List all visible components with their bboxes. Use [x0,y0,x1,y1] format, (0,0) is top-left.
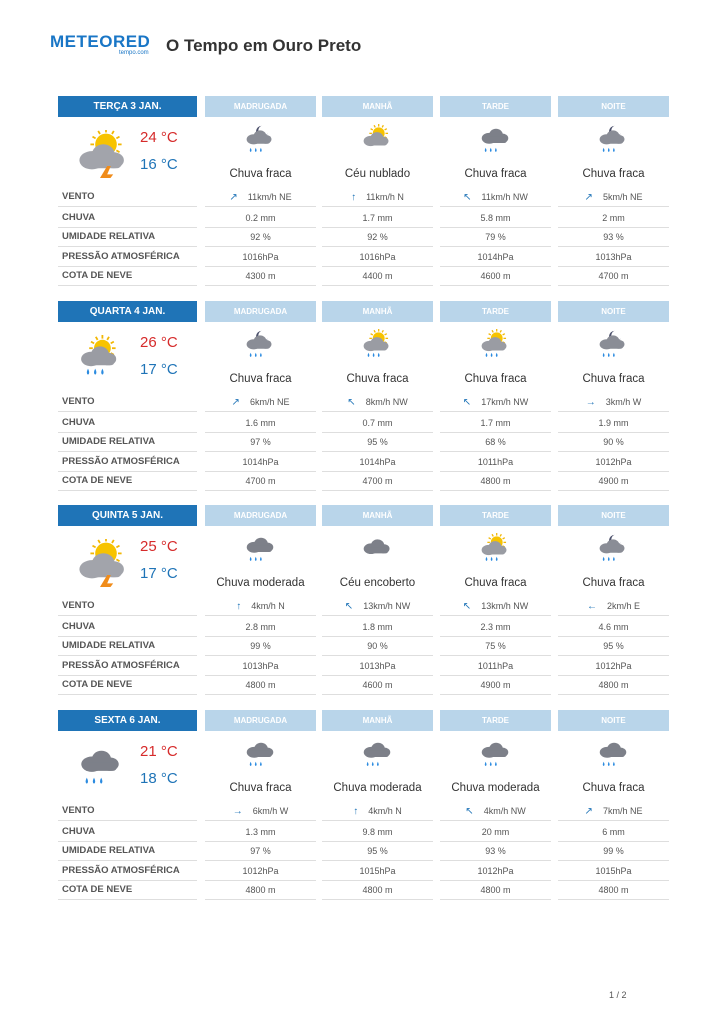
wind-value: 2km/h E [606,601,640,611]
wind-cell [558,393,669,412]
humidity-cell: 92 % [250,232,271,242]
wind-value: 8km/h NW [365,397,408,407]
period-header-3: NOITE [558,301,669,322]
period-description: Chuva fraca [346,373,409,385]
period-description: Chuva fraca [464,373,527,385]
period-header-2: TARDE [440,96,551,117]
period-header-3: NOITE [558,505,669,526]
row-label: PRESSÃO ATMOSFÉRICA [62,865,180,876]
snow-cell: 4800 m [362,885,393,895]
row-divider [205,285,316,286]
period-header-2: TARDE [440,505,551,526]
period-header-2: TARDE [440,301,551,322]
row-divider [440,899,551,900]
snow-cell: 4700 m [598,271,629,281]
row-label: COTA DE NEVE [62,475,133,486]
wind-direction-icon: ↑ [236,601,242,612]
rain-cell: 1.7 mm [362,213,393,223]
period-description: Chuva fraca [464,168,527,180]
row-divider [58,820,197,821]
row-divider [322,451,433,452]
wind-direction-icon: ↗ [229,192,238,203]
cloud-icon [359,533,395,567]
pressure-cell: 1015hPa [595,866,632,876]
rain-cell: 0.2 mm [245,213,276,223]
row-divider [58,451,197,452]
pressure-cell: 1012hPa [595,661,632,671]
page-header [50,30,690,70]
sun-cloud-icon [359,124,395,158]
rain-cell: 6 mm [602,827,625,837]
period-header-0: MADRUGADA [205,710,316,731]
snow-cell: 4400 m [362,271,393,281]
period-header-0: MADRUGADA [205,301,316,322]
wind-cell [322,393,433,412]
snow-cell: 4700 m [245,476,276,486]
wind-direction-icon: ↖ [347,397,356,408]
row-divider [440,490,551,491]
cloud-rain-icon [76,744,124,792]
wind-value: 7km/h NE [602,806,643,816]
data-row [58,676,670,695]
row-divider [322,899,433,900]
temperature-min: 16 °C [140,156,178,173]
period-description: Chuva fraca [582,577,645,589]
data-row [58,881,670,900]
row-label: UMIDADE RELATIVA [62,231,156,242]
period-description: Chuva moderada [216,577,305,589]
period-header-1: MANHÃ [322,505,433,526]
humidity-cell: 97 % [250,846,271,856]
pressure-cell: 1014hPa [477,252,514,262]
row-label: CHUVA [62,417,96,428]
data-row [58,802,670,821]
humidity-cell: 93 % [485,846,506,856]
day-block [58,710,670,906]
pressure-cell: 1016hPa [359,252,396,262]
wind-cell [322,188,433,207]
wind-direction-icon: ↖ [344,601,354,612]
humidity-cell: 75 % [485,641,506,651]
humidity-cell: 99 % [603,846,624,856]
wind-cell [440,188,551,207]
sun-cloud-rain-icon [76,335,124,383]
snow-cell: 4800 m [245,680,276,690]
row-label: COTA DE NEVE [62,884,133,895]
pressure-cell: 1014hPa [242,457,279,467]
period-description: Chuva fraca [229,782,292,794]
wind-cell [205,802,316,821]
row-divider [440,655,551,656]
period-header-3: NOITE [558,96,669,117]
period-description: Chuva fraca [229,168,292,180]
period-header-0: MADRUGADA [205,96,316,117]
row-divider [58,655,197,656]
row-divider [322,490,433,491]
wind-value: 5km/h NE [602,192,643,202]
data-row [58,188,670,207]
wind-value: 17km/h NW [481,397,529,407]
snow-cell: 4800 m [598,885,629,895]
row-divider [440,694,551,695]
wind-direction-icon: ↖ [462,397,472,408]
period-description: Chuva moderada [451,782,540,794]
sun-cloud-rain-icon [477,329,513,363]
day-label: QUINTA 5 JAN. [58,505,197,526]
wind-value: 4km/h N [368,806,402,816]
page-title: O Tempo em Ouro Preto [166,36,362,55]
data-row [58,618,670,637]
day-label: TERÇA 3 JAN. [58,96,197,117]
sun-cloud-storm-icon [76,130,124,178]
cloud-rain-icon [242,533,278,567]
row-divider [58,285,197,286]
row-divider [58,411,197,412]
page-number: 1 / 2 [609,990,627,1000]
period-header-3: NOITE [558,710,669,731]
day-block [58,301,670,497]
moon-cloud-rain-icon [242,124,278,158]
snow-cell: 4700 m [362,476,393,486]
temperature-min: 17 °C [140,565,178,582]
humidity-cell: 97 % [250,437,271,447]
period-description: Céu encoberto [339,577,416,589]
snow-cell: 4600 m [362,680,393,690]
temperature-min: 17 °C [140,361,178,378]
rain-cell: 20 mm [481,827,510,837]
wind-cell [205,188,316,207]
rain-cell: 0.7 mm [362,418,393,428]
data-row [58,433,670,452]
data-row [58,453,670,472]
data-row [58,267,670,286]
row-divider [322,694,433,695]
wind-value: 4km/h NW [483,806,526,816]
wind-cell [558,597,669,616]
row-divider [558,285,669,286]
wind-cell [558,802,669,821]
wind-value: 4km/h N [251,601,285,611]
wind-cell [322,597,433,616]
period-header-1: MANHÃ [322,710,433,731]
row-label: CHUVA [62,621,96,632]
moon-cloud-rain-icon [242,329,278,363]
row-divider [558,860,669,861]
humidity-cell: 95 % [367,437,388,447]
rain-cell: 2 mm [602,213,625,223]
cloud-rain-icon [477,738,513,772]
data-row [58,393,670,412]
wind-value: 11km/h N [366,192,404,202]
cloud-rain-icon [359,738,395,772]
day-label: SEXTA 6 JAN. [58,710,197,731]
period-description: Chuva fraca [229,373,292,385]
wind-direction-icon: ↗ [584,806,593,817]
wind-value: 11km/h NW [481,192,528,202]
temperature-min: 18 °C [140,770,178,787]
data-row [58,842,670,861]
wind-direction-icon: → [232,806,243,817]
row-divider [558,451,669,452]
rain-cell: 1.6 mm [245,418,276,428]
row-divider [558,246,669,247]
pressure-cell: 1012hPa [477,866,514,876]
snow-cell: 4800 m [598,680,629,690]
row-divider [205,899,316,900]
wind-value: 6km/h W [252,806,289,816]
row-divider [322,655,433,656]
row-divider [58,899,197,900]
humidity-cell: 92 % [367,232,388,242]
temperature-max: 26 °C [140,334,178,351]
row-label: PRESSÃO ATMOSFÉRICA [62,251,180,262]
day-block [58,96,670,292]
wind-direction-icon: ↑ [351,192,357,203]
sun-cloud-storm-icon [76,539,124,587]
row-label: PRESSÃO ATMOSFÉRICA [62,660,180,671]
wind-direction-icon: ↖ [465,806,474,817]
data-row [58,228,670,247]
pressure-cell: 1012hPa [242,866,279,876]
day-block [58,505,670,701]
row-divider [440,860,551,861]
row-divider [558,899,669,900]
cloud-rain-icon [242,738,278,772]
data-row [58,637,670,656]
data-row [58,657,670,676]
row-divider [322,860,433,861]
row-label: VENTO [62,600,95,611]
row-divider [558,490,669,491]
snow-cell: 4800 m [480,476,511,486]
rain-cell: 4.6 mm [598,622,629,632]
rain-cell: 2.8 mm [245,622,276,632]
period-description: Chuva fraca [582,782,645,794]
snow-cell: 4300 m [245,271,276,281]
row-label: COTA DE NEVE [62,679,133,690]
rain-cell: 1.7 mm [480,418,511,428]
period-description: Céu nublado [344,168,411,180]
wind-value: 11km/h NE [247,192,292,202]
wind-cell [440,393,551,412]
row-label: UMIDADE RELATIVA [62,640,156,651]
row-divider [322,285,433,286]
row-label: UMIDADE RELATIVA [62,845,156,856]
wind-cell [440,802,551,821]
wind-direction-icon: ↗ [584,192,593,203]
row-divider [58,860,197,861]
data-row [58,414,670,433]
row-divider [322,246,433,247]
wind-direction-icon: ↖ [463,192,472,203]
period-description: Chuva fraca [582,373,645,385]
data-row [58,597,670,616]
snow-cell: 4800 m [245,885,276,895]
snow-cell: 4800 m [480,885,511,895]
moon-cloud-rain-icon [595,533,631,567]
cloud-rain-icon [477,124,513,158]
period-header-1: MANHÃ [322,96,433,117]
rain-cell: 5.8 mm [480,213,511,223]
row-divider [440,451,551,452]
row-label: COTA DE NEVE [62,270,133,281]
temperature-max: 21 °C [140,743,178,760]
logo-brand: METEORED [50,32,151,51]
wind-direction-icon: ↖ [462,601,472,612]
snow-cell: 4900 m [598,476,629,486]
wind-direction-icon: ↑ [353,806,359,817]
row-divider [58,490,197,491]
pressure-cell: 1013hPa [242,661,279,671]
wind-direction-icon: ← [586,601,597,612]
period-description: Chuva moderada [333,782,422,794]
meteored-logo[interactable] [50,33,158,63]
rain-cell: 9.8 mm [362,827,393,837]
row-label: VENTO [62,191,95,202]
pressure-cell: 1014hPa [359,457,396,467]
humidity-cell: 95 % [367,846,388,856]
wind-cell [440,597,551,616]
row-label: VENTO [62,396,95,407]
data-row [58,823,670,842]
moon-cloud-rain-icon [595,124,631,158]
row-label: CHUVA [62,212,96,223]
row-divider [558,655,669,656]
row-divider [440,246,551,247]
wind-cell [558,188,669,207]
humidity-cell: 79 % [485,232,506,242]
row-divider [205,655,316,656]
humidity-cell: 99 % [250,641,271,651]
pressure-cell: 1012hPa [595,457,632,467]
sun-cloud-rain-icon [477,533,513,567]
cloud-rain-icon [595,738,631,772]
wind-value: 3km/h W [605,397,642,407]
day-label: QUARTA 4 JAN. [58,301,197,322]
rain-cell: 2.3 mm [480,622,511,632]
rain-cell: 1.9 mm [598,418,629,428]
temperature-max: 24 °C [140,129,178,146]
period-header-0: MADRUGADA [205,505,316,526]
row-label: CHUVA [62,826,96,837]
row-divider [440,285,551,286]
wind-cell [205,597,316,616]
data-row [58,862,670,881]
row-label: PRESSÃO ATMOSFÉRICA [62,456,180,467]
wind-cell [205,393,316,412]
logo-sub: tempo.com [119,50,149,56]
pressure-cell: 1013hPa [359,661,396,671]
data-row [58,472,670,491]
wind-value: 13km/h NW [363,601,411,611]
period-header-1: MANHÃ [322,301,433,322]
rain-cell: 1.8 mm [362,622,393,632]
row-divider [558,694,669,695]
humidity-cell: 68 % [485,437,506,447]
wind-value: 6km/h NE [249,397,290,407]
wind-direction-icon: → [585,397,596,408]
wind-direction-icon: ↗ [231,397,240,408]
row-divider [205,246,316,247]
data-row [58,209,670,228]
data-row [58,248,670,267]
humidity-cell: 93 % [603,232,624,242]
moon-cloud-rain-icon [595,329,631,363]
sun-cloud-rain-icon [359,329,395,363]
row-divider [205,860,316,861]
rain-cell: 1.3 mm [245,827,276,837]
period-description: Chuva fraca [464,577,527,589]
wind-value: 13km/h NW [481,601,529,611]
pressure-cell: 1011hPa [477,457,514,467]
row-label: UMIDADE RELATIVA [62,436,156,447]
row-divider [205,694,316,695]
row-divider [205,490,316,491]
row-divider [58,615,197,616]
period-description: Chuva fraca [582,168,645,180]
row-divider [58,206,197,207]
humidity-cell: 90 % [603,437,624,447]
temperature-max: 25 °C [140,538,178,555]
wind-cell [322,802,433,821]
pressure-cell: 1011hPa [477,661,514,671]
humidity-cell: 90 % [367,641,388,651]
humidity-cell: 95 % [603,641,624,651]
row-divider [58,694,197,695]
pressure-cell: 1016hPa [242,252,279,262]
snow-cell: 4600 m [480,271,511,281]
row-divider [58,246,197,247]
snow-cell: 4900 m [480,680,511,690]
row-divider [205,451,316,452]
row-label: VENTO [62,805,95,816]
pressure-cell: 1015hPa [359,866,396,876]
period-header-2: TARDE [440,710,551,731]
pressure-cell: 1013hPa [595,252,632,262]
